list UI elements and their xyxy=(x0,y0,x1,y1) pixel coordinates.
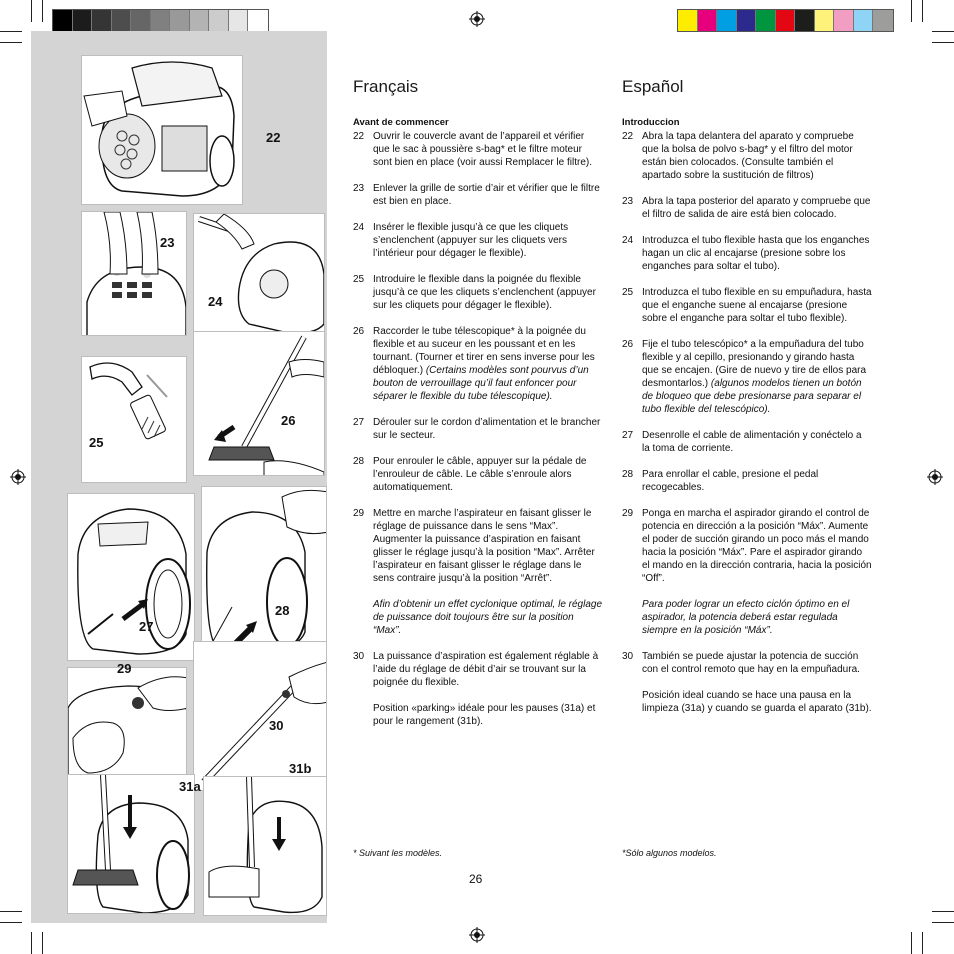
instruction-body: Desenrolle el cable de alimentación y conéctelo a la toma de corriente. xyxy=(642,430,862,454)
instruction-number: 27 xyxy=(353,417,365,428)
color-swatch xyxy=(717,10,737,31)
french-footnote: * Suivant les modèles. xyxy=(353,848,443,858)
instruction-body: Para enrollar el cable, presione el pedal recogecables. xyxy=(642,469,819,493)
color-swatch xyxy=(151,10,171,31)
color-swatch xyxy=(229,10,249,31)
instruction-item xyxy=(353,221,603,260)
instruction-note: (Certains modèles sont pourvus d’un bouton de verrouillage qu’il faut enfoncer pour séparer le flexible du tube télescopique). xyxy=(373,365,589,402)
instruction-text xyxy=(642,338,872,416)
instruction-body: Ponga en marcha el aspirador girando el control de potencia en dirección a la posición “Máx”. Aumente el poder de succión girando un poco más el mando hacia la posición “Máx”. Pare el aspirador girando el mando en la dirección contraria, hacia la posición “Off”. xyxy=(642,508,872,584)
french-column xyxy=(353,77,603,741)
instruction-item xyxy=(353,182,603,208)
instruction-number: 24 xyxy=(622,235,634,246)
instruction-item xyxy=(353,455,603,494)
instruction-text xyxy=(642,507,872,637)
instruction-text xyxy=(373,455,603,494)
instruction-text xyxy=(642,429,872,455)
instruction-body: Insérer le flexible jusqu’à ce que les cliquets s’enclenchent (appuyer sur les cliquets vers l’intérieur pour dégager le flexible). xyxy=(373,222,569,259)
color-swatch xyxy=(756,10,776,31)
figure-24-illustration xyxy=(193,213,325,335)
instruction-body: Dérouler sur le cordon d’alimentation et le brancher sur le secteur. xyxy=(373,417,601,441)
instruction-body: Introduire le flexible dans la poignée du flexible jusqu’à ce que les cliquets s’enclenchent (appuyer sur les cliquets pour dégager le flexible). xyxy=(373,274,596,311)
instruction-body: También se puede ajustar la potencia de succión con el control remoto que hay en la empuñadura. xyxy=(642,651,860,675)
figure-26-label: 26 xyxy=(281,413,296,428)
instruction-item xyxy=(353,273,603,312)
instruction-number: 29 xyxy=(353,508,365,519)
instruction-body: Introduzca el tubo flexible hasta que los enganches hagan un clic al encajarse (presione sobre los enganches para soltar el tubo). xyxy=(642,235,870,272)
color-swatch xyxy=(795,10,815,31)
color-swatch xyxy=(737,10,757,31)
instruction-item xyxy=(622,650,872,715)
color-swatch xyxy=(678,10,698,31)
registration-mark-icon xyxy=(469,927,485,943)
instruction-extra-note: Para poder lograr un efecto ciclón óptimo en el aspirador, la potencia deberá estar regulada siempre en la posición “Máx”. xyxy=(642,599,850,636)
instruction-body: La puissance d’aspiration est également réglable à l’aide du réglage de débit d’air se trouvant sur la poignée du flexible. xyxy=(373,651,599,688)
french-title: Français xyxy=(353,77,419,96)
instruction-body: Mettre en marche l’aspirateur en faisant glisser le réglage de puissance dans le sens “Max”. Augmenter la puissance d’aspiration en faisant glisser le réglage jusqu’à la position “Max”. Arrêter l’aspirateur en faisant glisser le réglage dans le sens contraire jusqu’à la position “Arrêt”. xyxy=(373,508,595,584)
instruction-text xyxy=(642,468,872,494)
instruction-item xyxy=(622,286,872,325)
registration-mark-icon xyxy=(10,469,26,485)
instruction-text xyxy=(373,325,603,403)
figure-31a-illustration xyxy=(67,774,195,914)
figure-22-label: 22 xyxy=(266,130,281,145)
instruction-item xyxy=(622,130,872,182)
instruction-number: 25 xyxy=(622,287,634,298)
instruction-number: 27 xyxy=(622,430,634,441)
instruction-text xyxy=(642,650,872,715)
instruction-extra: Position «parking» idéale pour les pauses (31a) et pour le rangement (31b). xyxy=(373,703,596,727)
figure-22-illustration xyxy=(81,55,243,205)
color-swatch xyxy=(170,10,190,31)
figure-25-label: 25 xyxy=(89,435,104,450)
spanish-instruction-list xyxy=(622,130,872,715)
figure-27-illustration xyxy=(67,493,195,661)
instruction-body: Pour enrouler le câble, appuyer sur la pédale de l’enrouleur de câble. Le câble s’enroule alors automatiquement. xyxy=(373,456,587,493)
process-color-bar xyxy=(677,9,894,32)
instruction-body: Raccorder le tube télescopique* à la poignée du flexible et au suceur en les poussant et en les tournant. (Tourner et tirer en sens inverse pour les débloquer.) xyxy=(373,326,595,376)
instruction-number: 26 xyxy=(622,339,634,350)
instruction-number: 22 xyxy=(622,131,634,142)
figure-23-label: 23 xyxy=(160,235,175,250)
figure-26-illustration xyxy=(193,331,325,476)
color-swatch xyxy=(776,10,796,31)
registration-mark-icon xyxy=(927,469,943,485)
instruction-item xyxy=(353,416,603,442)
color-swatch xyxy=(248,10,268,31)
instruction-note: (algunos modelos tienen un botón de bloqueo que debe presionarse para separar el tubo flexible del telescópico). xyxy=(642,378,862,415)
figure-31a-label: 31a xyxy=(179,779,201,794)
figure-30-label: 30 xyxy=(269,718,284,733)
instruction-extra-note: Afin d’obtenir un effet cyclonique optimal, le réglage de puissance doit toujours être sur la position “Max”. xyxy=(373,599,603,636)
instruction-number: 22 xyxy=(353,131,365,142)
french-instruction-list xyxy=(353,130,603,728)
figure-23-illustration xyxy=(81,211,187,336)
figure-24-label: 24 xyxy=(208,294,223,309)
french-section-heading: Avant de commencer xyxy=(353,117,449,128)
spanish-column xyxy=(622,77,872,728)
instruction-number: 29 xyxy=(622,508,634,519)
figure-29-illustration xyxy=(67,667,187,787)
spanish-section-heading: Introduccion xyxy=(622,117,680,128)
instruction-number: 28 xyxy=(622,469,634,480)
instruction-item xyxy=(353,650,603,728)
color-swatch xyxy=(209,10,229,31)
instruction-text xyxy=(373,130,603,169)
instruction-number: 24 xyxy=(353,222,365,233)
color-swatch xyxy=(73,10,93,31)
instruction-number: 25 xyxy=(353,274,365,285)
color-swatch xyxy=(873,10,893,31)
instruction-text xyxy=(642,234,872,273)
instruction-number: 26 xyxy=(353,326,365,337)
instruction-text xyxy=(642,195,872,221)
instruction-body: Ouvrir le couvercle avant de l’appareil et vérifier que le sac à poussière s-bag* et le filtre moteur sont bien en place (voir aussi Remplacer le filtre). xyxy=(373,131,592,168)
color-swatch xyxy=(854,10,874,31)
instruction-number: 28 xyxy=(353,456,365,467)
instruction-text xyxy=(642,286,872,325)
instruction-extra: Posición ideal cuando se hace una pausa en la limpieza (31a) y cuando se guarda el aparato (31b). xyxy=(642,690,872,714)
instruction-item xyxy=(353,507,603,637)
color-swatch xyxy=(698,10,718,31)
instruction-text xyxy=(642,130,872,182)
color-swatch xyxy=(190,10,210,31)
instruction-body: Enlever la grille de sortie d’air et vérifier que le filtre est bien en place. xyxy=(373,183,600,207)
figure-31b-illustration xyxy=(203,776,327,916)
figure-31b-label: 31b xyxy=(289,761,312,776)
instruction-body: Fije el tubo telescópico* a la empuñadura del tubo flexible y al cepillo, presionando y girando hasta que se encajen. (Gire de nuevo y tire de ellos para desmontarlos.) xyxy=(642,339,867,389)
instruction-body: Abra la tapa delantera del aparato y compruebe que la bolsa de polvo s-bag* y el filtro del motor están bien colocados. (Consulte también el apartado sobre la sustitución de filtros) xyxy=(642,131,854,181)
instruction-text xyxy=(373,507,603,637)
instruction-item xyxy=(622,234,872,273)
registration-mark-icon xyxy=(469,11,485,27)
instruction-item xyxy=(622,338,872,416)
instruction-item xyxy=(622,507,872,637)
instruction-text xyxy=(373,416,603,442)
instruction-item xyxy=(353,130,603,169)
instruction-text xyxy=(373,650,603,728)
figure-27-label: 27 xyxy=(139,619,154,634)
color-swatch xyxy=(815,10,835,31)
instruction-text xyxy=(373,221,603,260)
figure-28-label: 28 xyxy=(275,603,290,618)
instruction-number: 30 xyxy=(353,651,365,662)
instruction-item xyxy=(353,325,603,403)
spanish-footnote: *Sólo algunos modelos. xyxy=(622,848,717,858)
instruction-item xyxy=(622,468,872,494)
figure-28-illustration xyxy=(201,486,327,662)
instruction-number: 23 xyxy=(622,196,634,207)
color-swatch xyxy=(131,10,151,31)
color-swatch xyxy=(834,10,854,31)
instruction-body: Abra la tapa posterior del aparato y compruebe que el filtro de salida de aire está bien colocado. xyxy=(642,196,871,220)
instruction-item xyxy=(622,195,872,221)
illustration-panel xyxy=(31,31,327,923)
color-swatch xyxy=(112,10,132,31)
figure-29-label: 29 xyxy=(117,661,132,676)
spanish-title: Español xyxy=(622,77,684,96)
color-swatch xyxy=(92,10,112,31)
instruction-body: Introduzca el tubo flexible en su empuñadura, hasta que el enganche suene al encajarse (presione sobre el enganche para soltar el tubo flexible). xyxy=(642,287,872,324)
grayscale-color-bar xyxy=(52,9,269,32)
instruction-text xyxy=(373,273,603,312)
instruction-number: 23 xyxy=(353,183,365,194)
color-swatch xyxy=(53,10,73,31)
page-number: 26 xyxy=(469,872,483,886)
instruction-number: 30 xyxy=(622,651,634,662)
instruction-item xyxy=(622,429,872,455)
instruction-text xyxy=(373,182,603,208)
figure-25-illustration xyxy=(81,356,187,483)
